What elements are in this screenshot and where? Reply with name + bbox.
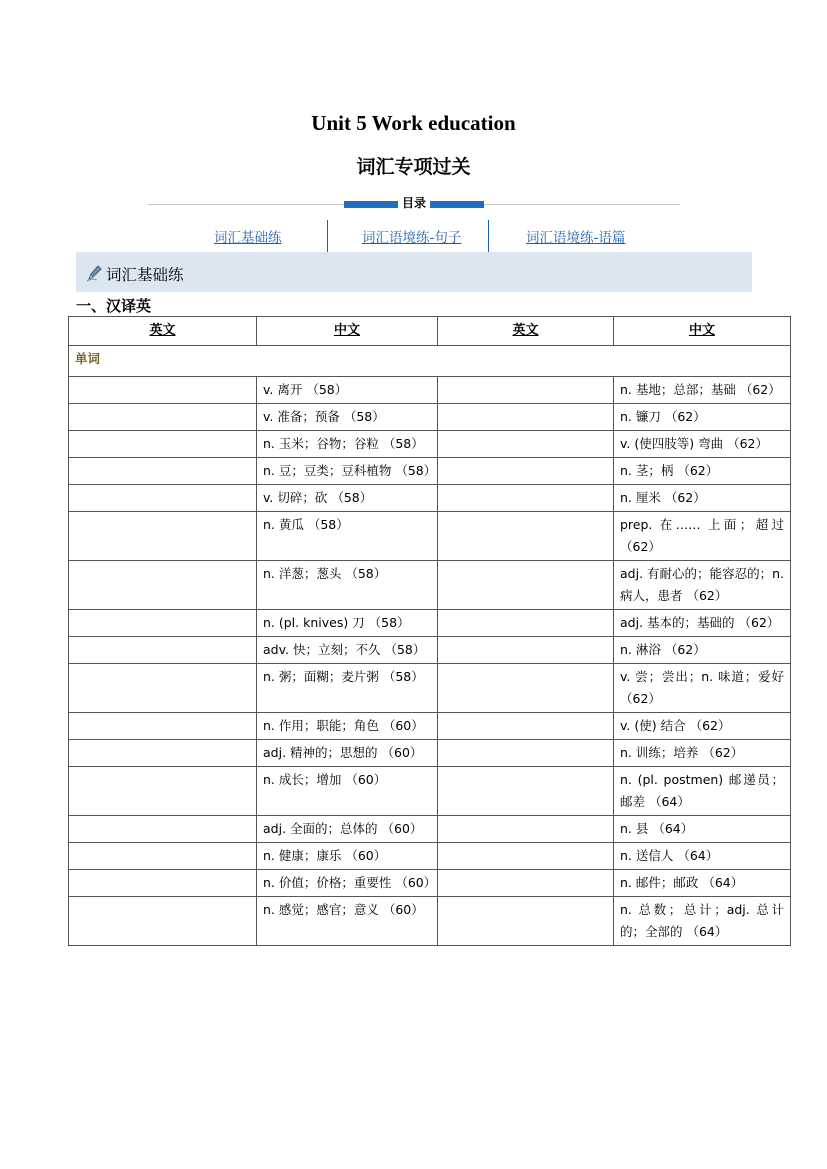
english-answer-cell[interactable]: [438, 767, 614, 816]
chinese-meaning-cell: n. (pl. postmen) 邮递员；邮差 （64）: [614, 767, 791, 816]
chinese-meaning-cell: n. 淋浴 （62）: [614, 637, 791, 664]
group-row: [69, 346, 791, 377]
english-answer-cell[interactable]: [69, 713, 257, 740]
english-answer-cell[interactable]: [69, 816, 257, 843]
toc-bar-left: [344, 201, 400, 208]
table-row: [69, 816, 791, 843]
chinese-meaning-cell: n. 邮件；邮政 （64）: [614, 870, 791, 897]
english-answer-cell[interactable]: [69, 637, 257, 664]
toc-separator: [327, 220, 328, 252]
header-chinese: 中文: [257, 317, 438, 346]
part-heading: 一、汉译英: [76, 297, 152, 315]
table-row: [69, 485, 791, 512]
chinese-meaning-cell: n. 感觉；感官；意义 （60）: [257, 897, 438, 946]
section-banner-title: 词汇基础练: [106, 266, 184, 284]
english-answer-cell[interactable]: [69, 561, 257, 610]
header-chinese: 中文: [614, 317, 791, 346]
chinese-meaning-cell: n. 训练；培养 （62）: [614, 740, 791, 767]
chinese-meaning-cell: n. 成长；增加 （60）: [257, 767, 438, 816]
doc-subtitle: 词汇专项过关: [356, 156, 471, 178]
table-row: [69, 404, 791, 431]
english-answer-cell[interactable]: [438, 664, 614, 713]
toc-separator: [488, 220, 489, 252]
english-answer-cell[interactable]: [69, 512, 257, 561]
chinese-meaning-cell: n. 镰刀 （62）: [614, 404, 791, 431]
table-row: [69, 512, 791, 561]
chinese-meaning-cell: adj. 基本的；基础的 （62）: [614, 610, 791, 637]
toc-link-sentence[interactable]: 词汇语境练-句子: [362, 230, 462, 246]
chinese-meaning-cell: n. 基地；总部；基础 （62）: [614, 377, 791, 404]
english-answer-cell[interactable]: [69, 377, 257, 404]
table-row: [69, 637, 791, 664]
toc-link-passage[interactable]: 词汇语境练-语篇: [526, 230, 626, 246]
english-answer-cell[interactable]: [438, 713, 614, 740]
chinese-meaning-cell: adv. 快；立刻；不久 （58）: [257, 637, 438, 664]
english-answer-cell[interactable]: [438, 897, 614, 946]
chinese-meaning-cell: n. 价值；价格；重要性 （60）: [257, 870, 438, 897]
table-row: [69, 664, 791, 713]
table-row: [69, 561, 791, 610]
chinese-meaning-cell: v. 尝；尝出；n. 味道；爱好 （62）: [614, 664, 791, 713]
chinese-meaning-cell: adj. 精神的；思想的 （60）: [257, 740, 438, 767]
english-answer-cell[interactable]: [438, 843, 614, 870]
chinese-meaning-cell: n. 厘米 （62）: [614, 485, 791, 512]
chinese-meaning-cell: v. 离开 （58）: [257, 377, 438, 404]
table-row: [69, 458, 791, 485]
table-row: [69, 431, 791, 458]
chinese-meaning-cell: n. 黄瓜 （58）: [257, 512, 438, 561]
header-english: 英文: [438, 317, 614, 346]
english-answer-cell[interactable]: [438, 561, 614, 610]
table-row: [69, 767, 791, 816]
table-row: [69, 610, 791, 637]
toc-label: 目录: [398, 194, 430, 211]
chinese-meaning-cell: v. (使) 结合 （62）: [614, 713, 791, 740]
chinese-meaning-cell: v. (使四肢等) 弯曲 （62）: [614, 431, 791, 458]
header-english: 英文: [69, 317, 257, 346]
chinese-meaning-cell: n. (pl. knives) 刀 （58）: [257, 610, 438, 637]
doc-title: Unit 5 Work education: [311, 111, 516, 135]
chinese-meaning-cell: v. 切碎；砍 （58）: [257, 485, 438, 512]
english-answer-cell[interactable]: [69, 610, 257, 637]
english-answer-cell[interactable]: [438, 740, 614, 767]
table-row: [69, 740, 791, 767]
english-answer-cell[interactable]: [438, 610, 614, 637]
english-answer-cell[interactable]: [69, 404, 257, 431]
chinese-meaning-cell: n. 玉米；谷物；谷粒 （58）: [257, 431, 438, 458]
toc-bar-right: [428, 201, 484, 208]
chinese-meaning-cell: n. 粥；面糊；麦片粥 （58）: [257, 664, 438, 713]
chinese-meaning-cell: n. 县 （64）: [614, 816, 791, 843]
chinese-meaning-cell: adj. 全面的；总体的 （60）: [257, 816, 438, 843]
chinese-meaning-cell: n. 豆；豆类；豆科植物 （58）: [257, 458, 438, 485]
english-answer-cell[interactable]: [438, 512, 614, 561]
table-row: [69, 897, 791, 946]
table-row: [69, 377, 791, 404]
english-answer-cell[interactable]: [438, 431, 614, 458]
group-label: 单词: [69, 346, 791, 377]
table-row: [69, 843, 791, 870]
toc-link-basic[interactable]: 词汇基础练: [214, 230, 282, 246]
english-answer-cell[interactable]: [438, 637, 614, 664]
chinese-meaning-cell: n. 洋葱；葱头 （58）: [257, 561, 438, 610]
english-answer-cell[interactable]: [69, 740, 257, 767]
english-answer-cell[interactable]: [69, 431, 257, 458]
table-header-row: [69, 317, 791, 346]
english-answer-cell[interactable]: [438, 816, 614, 843]
english-answer-cell[interactable]: [438, 458, 614, 485]
english-answer-cell[interactable]: [438, 485, 614, 512]
english-answer-cell[interactable]: [69, 870, 257, 897]
english-answer-cell[interactable]: [438, 404, 614, 431]
english-answer-cell[interactable]: [438, 870, 614, 897]
chinese-meaning-cell: adj. 有耐心的；能容忍的；n. 病人，患者 （62）: [614, 561, 791, 610]
chinese-meaning-cell: n. 作用；职能；角色 （60）: [257, 713, 438, 740]
english-answer-cell[interactable]: [69, 485, 257, 512]
english-answer-cell[interactable]: [69, 897, 257, 946]
table-row: [69, 870, 791, 897]
english-answer-cell[interactable]: [69, 458, 257, 485]
english-answer-cell[interactable]: [69, 767, 257, 816]
pencil-icon: [86, 264, 102, 282]
english-answer-cell[interactable]: [69, 664, 257, 713]
chinese-meaning-cell: n. 健康；康乐 （60）: [257, 843, 438, 870]
chinese-meaning-cell: n. 送信人 （64）: [614, 843, 791, 870]
vocab-table: [68, 316, 791, 946]
chinese-meaning-cell: n. 茎；柄 （62）: [614, 458, 791, 485]
table-row: [69, 713, 791, 740]
toc-links: [140, 220, 700, 252]
chinese-meaning-cell: prep. 在…… 上面；超过 （62）: [614, 512, 791, 561]
chinese-meaning-cell: n. 总数；总计；adj. 总计的；全部的 （64）: [614, 897, 791, 946]
chinese-meaning-cell: v. 准备；预备 （58）: [257, 404, 438, 431]
english-answer-cell[interactable]: [69, 843, 257, 870]
english-answer-cell[interactable]: [438, 377, 614, 404]
